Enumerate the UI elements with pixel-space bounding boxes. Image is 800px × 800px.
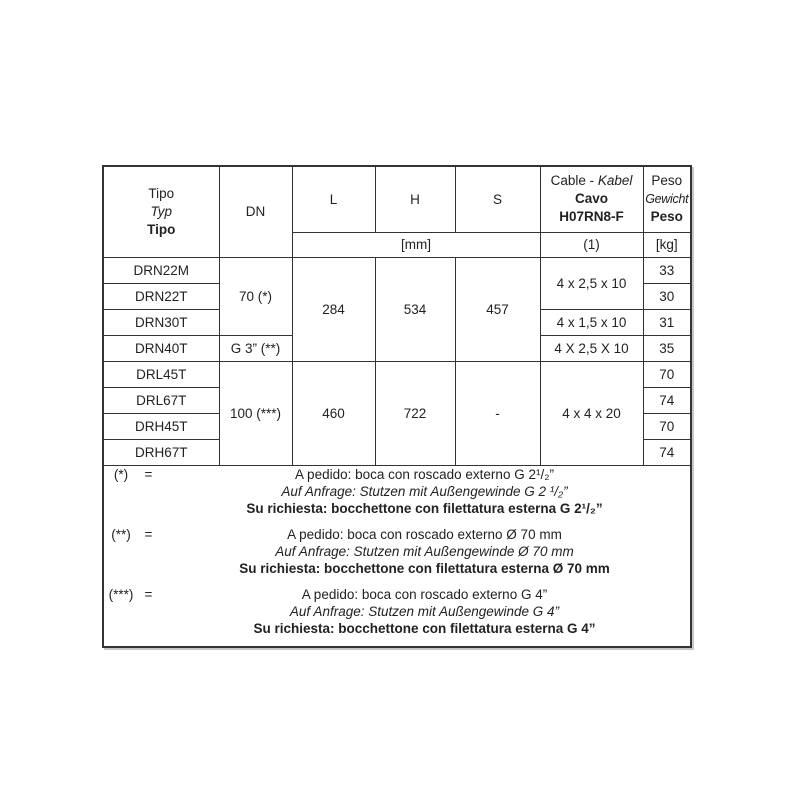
footnote-line-de: Auf Anfrage: Stutzen mit Außengewinde G 4” [289,603,560,619]
header-cell-h: H [375,166,455,232]
unit-cell-cable: (1) [540,232,643,257]
header-cell-cable [540,166,643,232]
cell-cable: 4 X 2,5 X 10 [540,335,643,361]
cell-h: 722 [375,361,455,465]
cell-cable: 4 x 4 x 20 [540,361,643,465]
cell-s: 457 [455,257,540,361]
cell-dn: 100 (***) [219,361,292,465]
header-cable-line1 [541,172,643,190]
spec-sheet [102,165,692,648]
cell-tipo: DRN40T [103,335,219,361]
footnote-line-de: Auf Anfrage: Stutzen mit Außengewinde G 2 ¹/₂” [281,483,568,499]
footnote-line-it: Su richiesta: bocchettone con filettatura esterna G 2¹/₂” [246,500,603,516]
footnote-text [159,586,690,637]
footnotes-cell [103,465,691,647]
cell-peso: 33 [643,257,691,283]
header-cable-de: Kabel [597,173,633,189]
cell-cable: 4 x 2,5 x 10 [540,257,643,309]
cell-tipo: DRH67T [103,439,219,465]
cell-peso: 35 [643,335,691,361]
unit-cell-kg: [kg] [643,232,691,257]
header-tipo-es: Tipo [148,185,175,201]
footnote-line-es: A pedido: boca con roscado externo Ø 70 mm [287,526,562,542]
cell-dn: 70 (*) [219,257,292,335]
cell-dn: G 3” (**) [219,335,292,361]
cell-peso: 31 [643,309,691,335]
header-cable-type: H07RN8-F [559,209,624,225]
header-cell-tipo [103,166,219,257]
footnote-equals: = [144,526,153,542]
table-row [103,361,691,387]
header-cable-en: Cable - [550,173,598,189]
footnote-line-es: A pedido: boca con roscado externo G 4” [301,586,548,602]
unit-cell-mm: [mm] [292,232,540,257]
cell-cable: 4 x 1,5 x 10 [540,309,643,335]
footnote-marker: (*) [113,466,129,482]
header-cable-it: Cavo [574,191,608,207]
header-tipo-de: Typ [150,203,172,219]
footnote-text [159,466,690,517]
footnote-line-es: A pedido: boca con roscado externo G 2¹/₂” [295,466,554,482]
footnote-equals: = [144,586,153,602]
header-cell-dn: DN [219,166,292,257]
cell-peso: 74 [643,387,691,413]
cell-tipo: DRL45T [103,361,219,387]
header-cell-peso [643,166,691,232]
header-cell-l: L [292,166,375,232]
footnote-equals: = [144,466,153,482]
cell-l: 460 [292,361,375,465]
header-peso-it: Peso [650,209,683,225]
header-cell-s: S [455,166,540,232]
footnote-line-it: Su richiesta: bocchettone con filettatura esterna G 4” [253,620,596,636]
header-row-main [103,166,691,232]
header-peso-de: Gewicht [645,192,689,207]
cell-peso: 30 [643,283,691,309]
cell-tipo: DRN30T [103,309,219,335]
footnote [104,526,690,577]
cell-tipo: DRN22T [103,283,219,309]
footnote [104,586,690,637]
spec-table [102,165,692,648]
cell-h: 534 [375,257,455,361]
footnotes-row [103,465,691,647]
cell-peso: 70 [643,361,691,387]
cell-peso: 70 [643,413,691,439]
cell-tipo: DRH45T [103,413,219,439]
header-peso-es: Peso [651,173,683,189]
footnote-marker: (**) [111,526,131,542]
footnote-line-it: Su richiesta: bocchettone con filettatura esterna Ø 70 mm [239,560,610,576]
cell-tipo: DRN22M [103,257,219,283]
footnote-text [159,526,690,577]
footnote [104,466,690,517]
header-tipo-it: Tipo [147,221,176,237]
cell-l: 284 [292,257,375,361]
footnote-line-de: Auf Anfrage: Stutzen mit Außengewinde Ø 70 mm [275,543,574,559]
table-row [103,257,691,283]
cell-s: - [455,361,540,465]
footnote-marker: (***) [108,586,134,602]
cell-tipo: DRL67T [103,387,219,413]
cell-peso: 74 [643,439,691,465]
